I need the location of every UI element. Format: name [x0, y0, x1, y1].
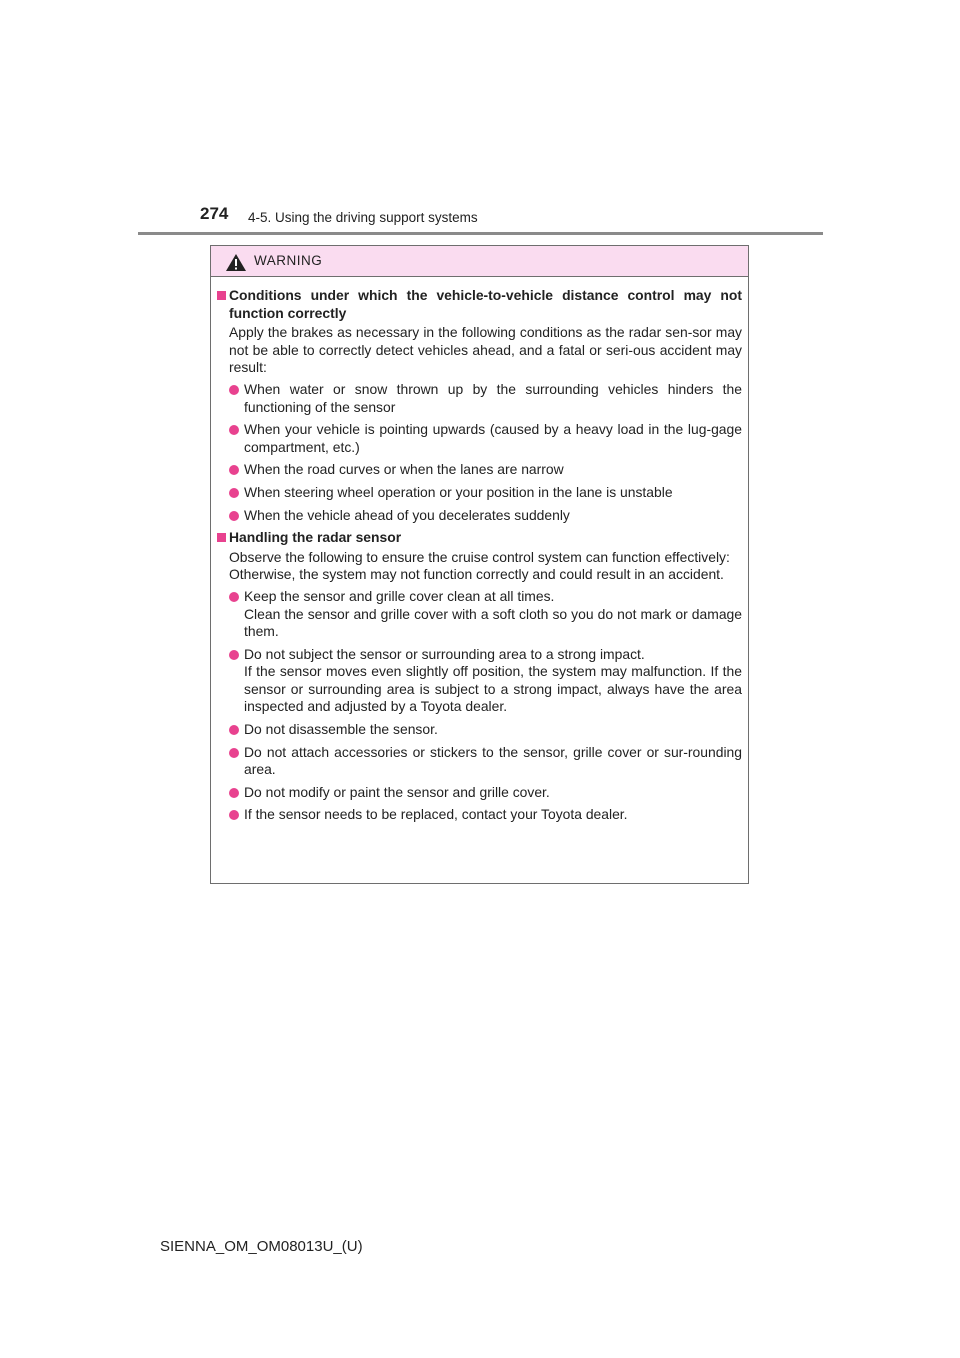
list-item: When steering wheel operation or your position in the lane is unstable	[229, 484, 742, 502]
circle-bullet-icon	[229, 725, 239, 735]
circle-bullet-icon	[229, 465, 239, 475]
warning-header	[211, 246, 748, 277]
list-item: When water or snow thrown up by the surrounding vehicles hinders the functioning of the sensor	[229, 381, 742, 416]
circle-bullet-icon	[229, 511, 239, 521]
list-item: Do not modify or paint the sensor and grille cover.	[229, 784, 742, 802]
list-item: Do not disassemble the sensor.	[229, 721, 742, 739]
section-paragraph: Observe the following to ensure the cruise control system can function effectively:	[229, 548, 730, 565]
warning-box	[210, 245, 749, 884]
list-item: Keep the sensor and grille cover clean at all times. Clean the sensor and grille cover with a soft cloth so you do not mark or damage them.	[229, 588, 742, 641]
section-title: 4-5. Using the driving support systems	[248, 210, 478, 225]
warning-label: WARNING	[254, 253, 323, 268]
circle-bullet-icon	[229, 650, 239, 660]
circle-bullet-icon	[229, 488, 239, 498]
list-item: When the road curves or when the lanes are narrow	[229, 461, 742, 479]
section-heading: Handling the radar sensor	[217, 529, 742, 547]
circle-bullet-icon	[229, 425, 239, 435]
warning-triangle-icon	[225, 253, 247, 272]
circle-bullet-icon	[229, 788, 239, 798]
section-paragraph: Otherwise, the system may not function correctly and could result in an accident.	[229, 566, 724, 583]
circle-bullet-icon	[229, 810, 239, 820]
circle-bullet-icon	[229, 748, 239, 758]
list-item: If the sensor needs to be replaced, contact your Toyota dealer.	[229, 806, 742, 824]
list-item: When your vehicle is pointing upwards (caused by a heavy load in the lug-gage compartment, etc.)	[229, 421, 742, 456]
square-bullet-icon	[217, 533, 226, 542]
section-heading: Conditions under which the vehicle-to-vehicle distance control may not function correctly	[217, 287, 742, 322]
circle-bullet-icon	[229, 592, 239, 602]
list-item: Do not subject the sensor or surrounding area to a strong impact. If the sensor moves even slightly off position, the system may malfunction. If the sensor or surrounding area is subject to a strong impact, always have the area inspected and adjusted by a Toyota dealer.	[229, 646, 742, 716]
warning-body	[211, 277, 748, 824]
section-paragraph: Apply the brakes as necessary in the following conditions as the radar sen-sor may not be able to correctly detect vehicles ahead, and a fatal or seri-ous accident may result:	[229, 324, 742, 376]
square-bullet-icon	[217, 291, 226, 300]
document-code: SIENNA_OM_OM08013U_(U)	[160, 1238, 363, 1255]
list-item: When the vehicle ahead of you decelerates suddenly	[229, 507, 742, 525]
list-item: Do not attach accessories or stickers to the sensor, grille cover or sur-rounding area.	[229, 744, 742, 779]
circle-bullet-icon	[229, 385, 239, 395]
bullet-list	[217, 588, 742, 824]
header-rule	[138, 232, 823, 235]
bullet-list	[217, 381, 742, 524]
page-number: 274	[200, 204, 229, 223]
